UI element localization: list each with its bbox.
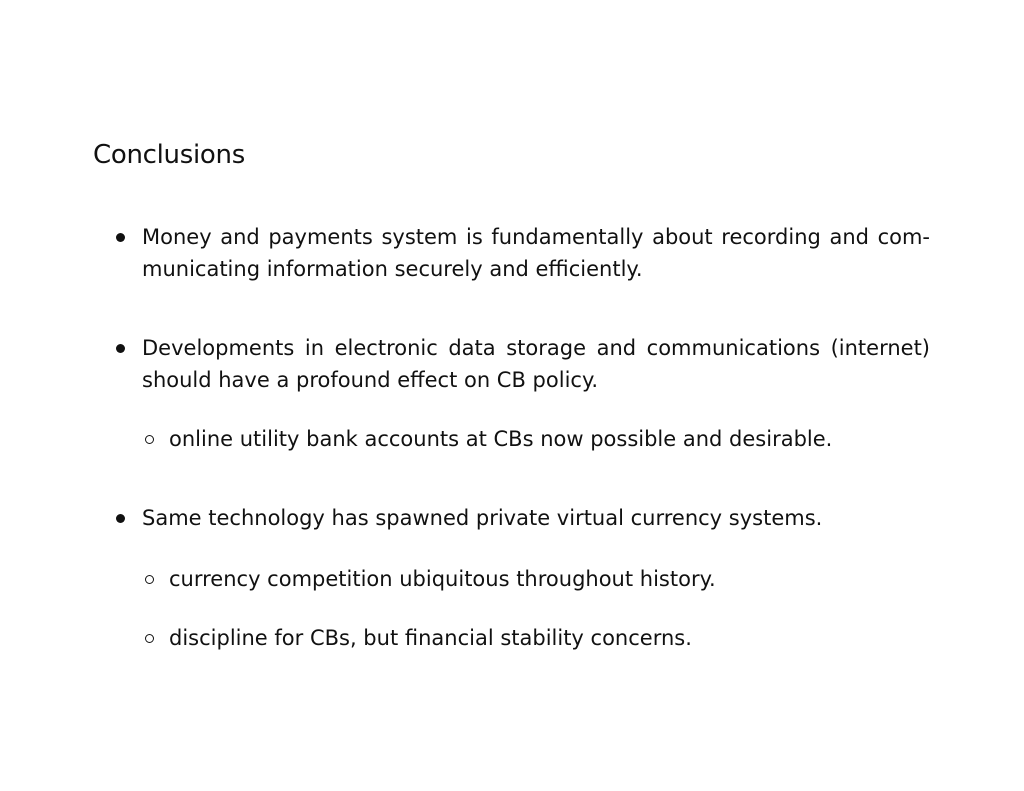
bullet-3-line-1: Same technology has spawned private virtual currency systems. — [142, 506, 823, 530]
bullet-3-sub-1: currency competition ubiquitous throughout history. — [169, 567, 716, 591]
bullet-2-sub-1: online utility bank accounts at CBs now possible and desirable. — [169, 427, 833, 451]
sub-bullet-marker — [145, 634, 154, 643]
bullet-marker — [116, 514, 125, 523]
bullet-3-sub-2: discipline for CBs, but financial stability concerns. — [169, 626, 692, 650]
bullet-marker — [116, 233, 125, 242]
slide-title: Conclusions — [93, 140, 245, 170]
bullet-2-line-1: Developments in electronic data storage and communications (internet) — [142, 336, 930, 360]
bullet-1-line-1: Money and payments system is fundamentally about recording and com- — [142, 225, 930, 249]
bullet-1-line-2: municating information securely and efficiently. — [142, 257, 643, 281]
bullet-marker — [116, 344, 125, 353]
sub-bullet-marker — [145, 575, 154, 584]
bullet-2-line-2: should have a profound effect on CB policy. — [142, 368, 599, 392]
sub-bullet-marker — [145, 435, 154, 444]
